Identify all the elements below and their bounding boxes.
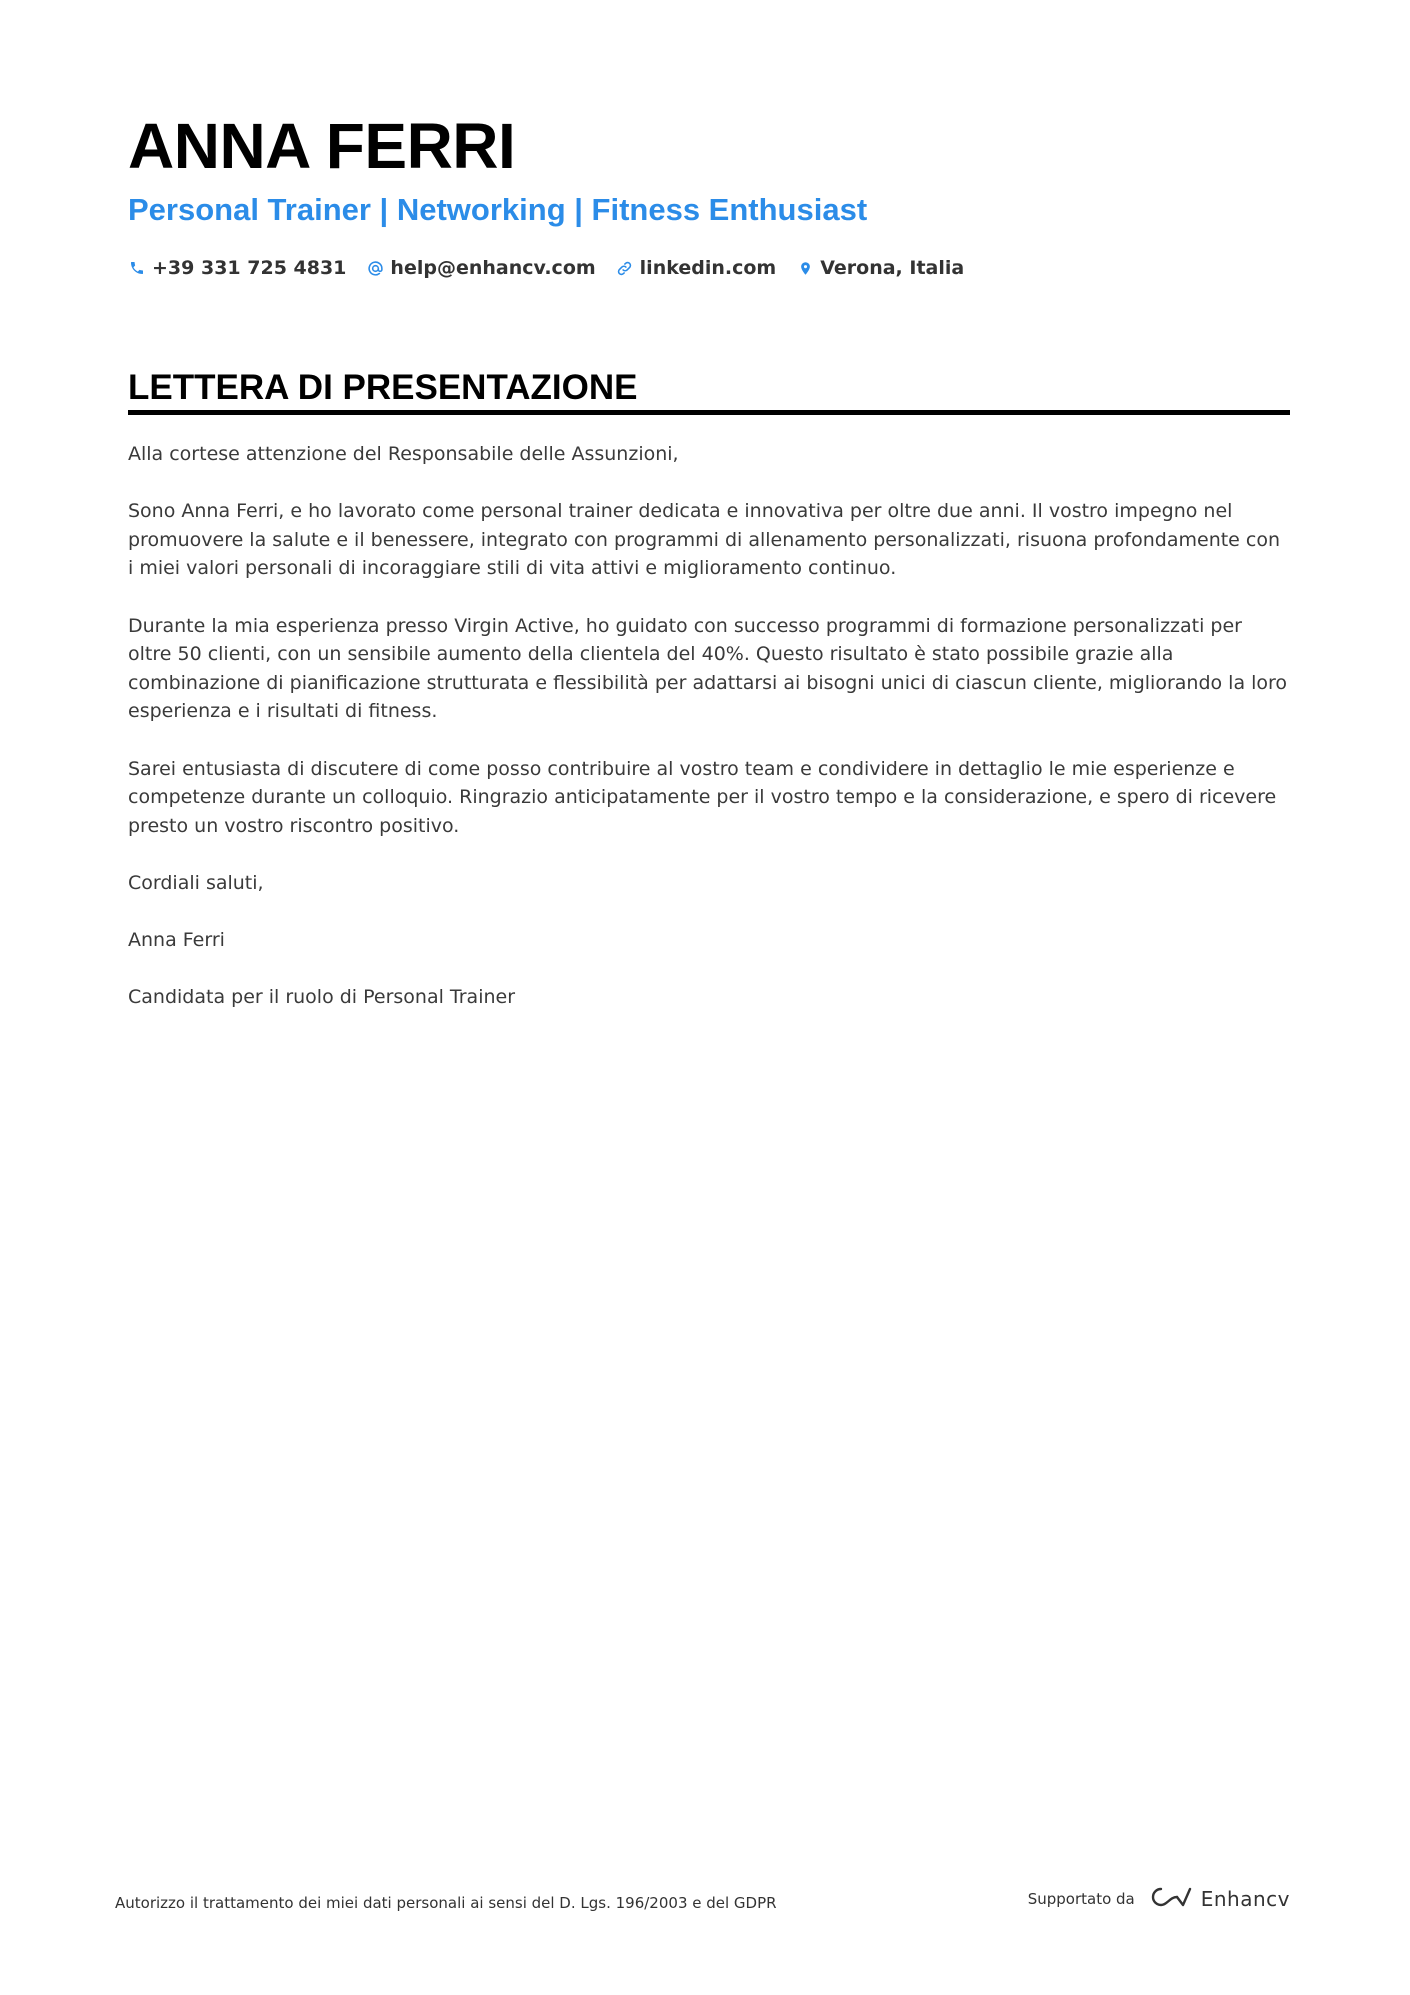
letter-body [128, 440, 1290, 1040]
linkedin-url: linkedin.com [639, 257, 777, 279]
contact-info [128, 254, 984, 282]
location-text: Verona, Italia [820, 257, 965, 279]
location-pin-icon [796, 259, 814, 277]
at-icon [366, 259, 384, 277]
phone-icon [128, 259, 146, 277]
section-divider [128, 410, 1290, 415]
letter-role: Candidata per il ruolo di Personal Trainer [128, 986, 516, 1009]
powered-by-label: Supportato da [1027, 1890, 1135, 1908]
privacy-consent: Autorizzo il trattamento dei miei dati personali ai sensi del D. Lgs. 196/2003 e del GDPR [115, 1894, 777, 1912]
phone-number: +39 331 725 4831 [152, 257, 347, 279]
contact-email [366, 254, 595, 282]
powered-by [1028, 1884, 1290, 1914]
letter-greeting: Alla cortese attenzione del Responsabile delle Assunzioni, [128, 443, 679, 465]
letter-closing: Cordiali saluti, [128, 871, 264, 894]
letter-signature: Anna Ferri [128, 929, 225, 952]
section-title: LETTERA DI PRESENTAZIONE [128, 368, 638, 407]
letter-paragraph: Sono Anna Ferri, e ho lavorato come personal trainer dedicata e innovativa per oltre due anni. Il vostro impegno nel promuovere la salute e il benessere, integrato con programmi di allenamento personalizzati, risuona profondamente con i miei valori personali di incoraggiare stili di vita attivi e miglioramento continuo. [128, 500, 1281, 580]
letter-paragraph: Durante la mia esperienza presso Virgin Active, ho guidato con successo programmi di formazione personalizzati per oltre 50 clienti, con un sensibile aumento della clientela del 40%. Questo risultato è stato possibile grazie alla combinazione di pianificazione strutturata e flessibilità per adattarsi ai bisogni unici di ciascun cliente, migliorando la loro esperienza e i risultati di fitness. [128, 614, 1288, 723]
candidate-subtitle: Personal Trainer | Networking | Fitness Enthusiast [128, 192, 868, 227]
letter-paragraph: Sarei entusiasta di discutere di come posso contribuire al vostro team e condividere in dettaglio le mie esperienze e competenze durante un colloquio. Ringrazio anticipatamente per il vostro tempo e la considerazione, e spero di ricevere presto un vostro riscontro positivo. [128, 757, 1277, 837]
enhancv-brand-name: Enhancv [1200, 1887, 1290, 1911]
candidate-name: ANNA FERRI [128, 110, 516, 182]
contact-phone [128, 254, 346, 282]
enhancv-logo-icon [1147, 1884, 1193, 1914]
link-icon [616, 259, 634, 277]
email-address: help@enhancv.com [390, 257, 596, 279]
contact-location [796, 254, 964, 282]
contact-linkedin [616, 254, 777, 282]
